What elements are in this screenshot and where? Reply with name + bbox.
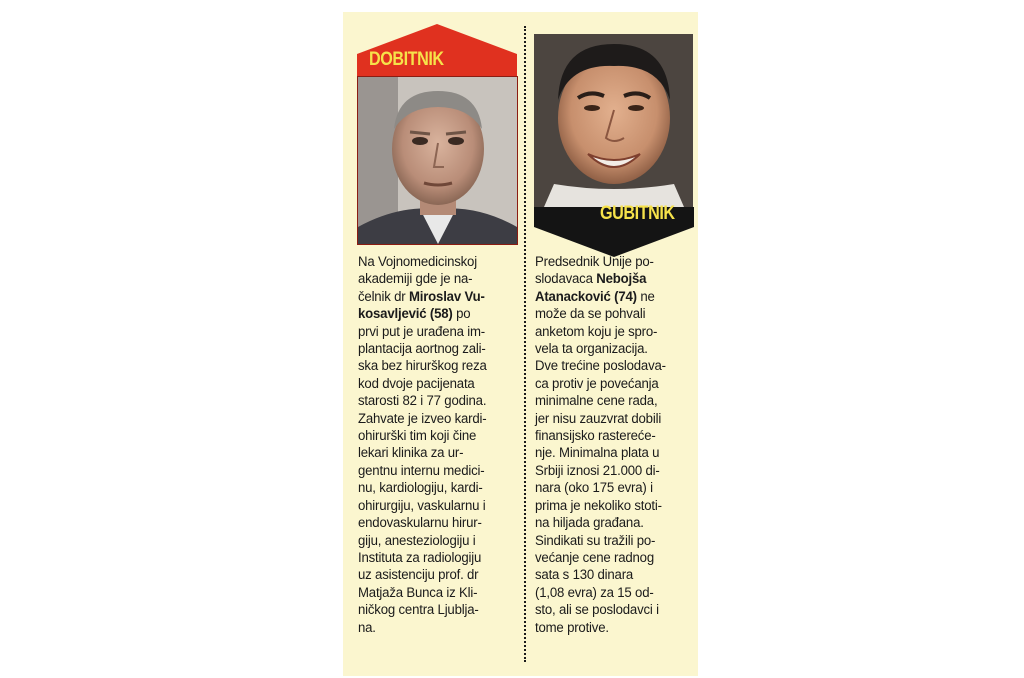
text-line: na. — [358, 619, 376, 636]
text-line: Atanacković (74) ne — [535, 288, 655, 305]
column-divider — [524, 26, 526, 662]
text-line: ohirurški tim koji čine — [358, 428, 477, 445]
text-line: nara (oko 175 evra) i — [535, 480, 653, 497]
text-line: anketom koju je spro- — [535, 323, 658, 340]
text-line: Predsednik Unije po- — [535, 254, 654, 270]
text-line: Instituta za radiologiju — [358, 549, 482, 566]
text-line: Matjaža Bunca iz Kli- — [358, 584, 478, 601]
text-line: prima je nekoliko stoti- — [535, 497, 662, 514]
text-line: kosavljević (58) po — [358, 306, 471, 323]
text-line: plantacija aortnog zali- — [358, 341, 486, 358]
text-line: ohirurgiju, vaskularnu i — [358, 497, 486, 514]
text-line: ničkog centra Ljublja- — [358, 602, 479, 619]
text-line: gentnu internu medici- — [358, 462, 485, 479]
text-line: čelnik dr Miroslav Vu- — [358, 288, 485, 305]
text-line: sto, ali se poslodavci i — [535, 602, 659, 619]
text-line: Na Vojnomedicinskoj — [358, 254, 477, 270]
loser-article-text — [535, 254, 684, 637]
text-line: nje. Minimalna plata u — [535, 445, 660, 462]
loser-badge-label: GUBITNIK — [600, 203, 675, 224]
winner-photo — [357, 76, 518, 245]
text-line: minimalne cene rada, — [535, 393, 658, 410]
text-line: jer nisu zauzvrat dobili — [535, 410, 662, 427]
text-line: kod dvoje pacijenata — [358, 375, 475, 392]
text-line: lekari klinika za ur- — [358, 445, 464, 462]
text-line: prvi put je urađena im- — [358, 323, 486, 340]
winner-badge-label: DOBITNIK — [369, 49, 444, 70]
text-line: giju, anesteziologiju i — [358, 532, 476, 549]
text-line: Zahvate je izveo kardi- — [358, 410, 487, 427]
text-line: endovaskularnu hirur- — [358, 515, 482, 532]
text-line: većanje cene radnog — [535, 549, 654, 566]
winner-article-text — [358, 254, 507, 637]
text-line: akademiji gde je na- — [358, 271, 473, 288]
text-line: ca protiv je povećanja — [535, 375, 659, 392]
text-line: ska bez hirurškog reza — [358, 358, 487, 375]
text-line: tome protive. — [535, 619, 609, 636]
text-line: Sindikati su tražili po- — [535, 532, 656, 549]
text-line: vela ta organizacija. — [535, 341, 648, 358]
text-line: (1,08 evra) za 15 od- — [535, 584, 654, 601]
text-line: nu, kardiologiju, kardi- — [358, 480, 483, 497]
text-line: starosti 82 i 77 godina. — [358, 393, 487, 410]
text-line: slodavaca Nebojša — [535, 271, 647, 288]
newspaper-clipping — [343, 12, 698, 676]
text-line: uz asistenciju prof. dr — [358, 567, 479, 584]
text-line: finansijsko rastereće- — [535, 428, 656, 445]
text-line: Dve trećine poslodava- — [535, 358, 666, 375]
text-line: na hiljada građana. — [535, 515, 644, 532]
loser-photo — [534, 34, 693, 207]
text-line: sata s 130 dinara — [535, 567, 634, 584]
text-line: može da se pohvali — [535, 306, 646, 323]
text-line: Srbiji iznosi 21.000 di- — [535, 462, 660, 479]
